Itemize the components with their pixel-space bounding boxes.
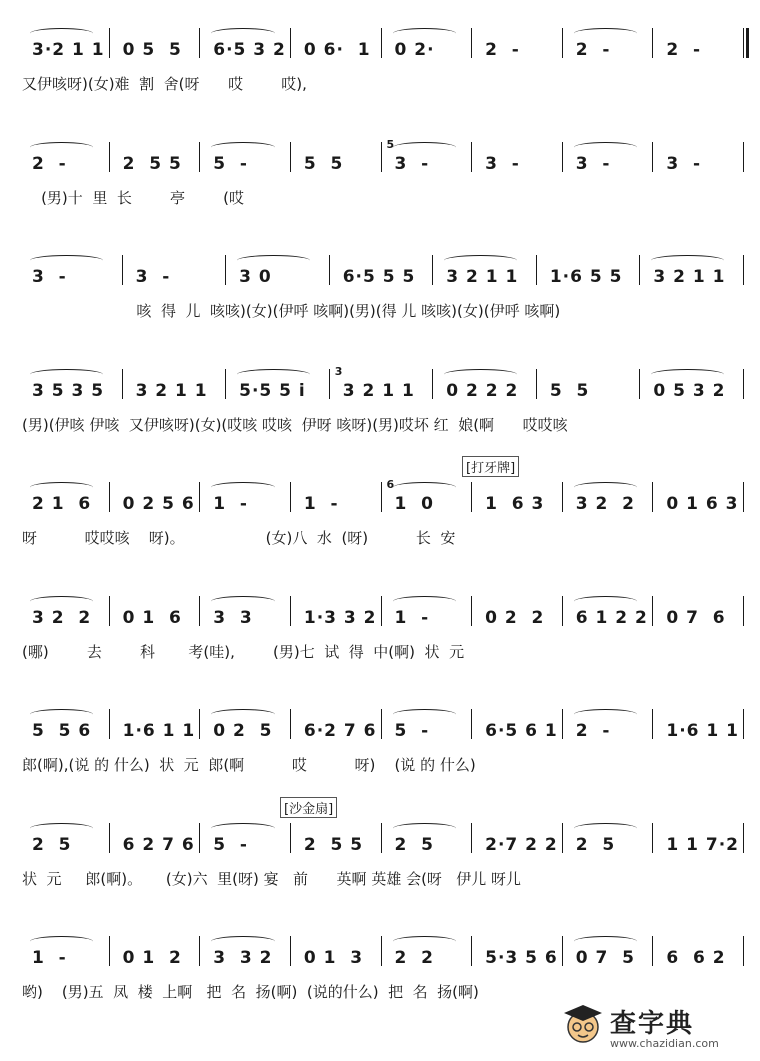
measure: 0 1 6 3 [666, 494, 739, 514]
notes-row [22, 944, 747, 972]
watermark-url: www.chazidian.com [610, 1037, 719, 1050]
notes-row [22, 490, 747, 518]
score-system [0, 930, 760, 1010]
measure: 3 2 2 [575, 494, 635, 514]
measure: 2 - [575, 721, 611, 741]
notes-row [22, 604, 747, 632]
measure: 2 5 5 [122, 153, 182, 174]
measure: 0 7 6 [666, 607, 726, 628]
measure: 3 - [575, 153, 611, 174]
measure: 2 - [666, 40, 702, 60]
score-system [0, 703, 760, 783]
measure: 1·6 5 5 [549, 267, 623, 287]
measure: 1 0 [394, 494, 434, 514]
measure: 2 1 6 [32, 494, 92, 514]
measure: 0 1 2 [122, 948, 182, 968]
lyrics-row: 咳 得 儿 咳咳)(女)(伊呼 咳啊)(男)(得 儿 咳咳)(女)(伊呼 咳啊) [22, 302, 561, 320]
measure: 3 2 1 1 [446, 267, 519, 287]
measure: 3·2 1 1 [32, 40, 105, 60]
notes-row [22, 377, 747, 405]
notes-row [22, 263, 747, 291]
measure: 1 - [394, 607, 430, 628]
measure: 6·5 3 2 [213, 40, 286, 60]
measure: 5·3 5 6 [485, 948, 558, 968]
measure: 2 - [32, 153, 67, 174]
measure: 1·6 1 1 [122, 721, 196, 741]
grace-note: 5 [386, 137, 395, 151]
qupai-marker: [打牙牌] [462, 456, 519, 477]
measure: 0 2 2 [485, 607, 545, 628]
measure: 6·5 6 1 [485, 721, 558, 741]
grace-note: 6 [386, 478, 395, 491]
measure: 1 - [213, 494, 248, 514]
score-system [0, 590, 760, 670]
grace-note: 3 [334, 364, 343, 378]
measure: 0 1 6 [122, 607, 182, 628]
lyrics-row: 哟) (男)五 凤 楼 上啊 把 名 扬(啊) (说的什么) 把 名 扬(啊) [22, 983, 479, 1001]
measure: 5 5 6 [32, 721, 92, 741]
lyrics-row: 又伊咳呀)(女)难 割 舍(呀 哎 哎), [22, 75, 307, 93]
measure: 3 - [485, 153, 520, 174]
measure: 3 2 1 1 [653, 267, 726, 287]
watermark [560, 1001, 750, 1057]
measure: 0 2· [394, 40, 435, 60]
score-system [0, 801, 760, 897]
measure: 6 2 7 6 [122, 834, 195, 855]
notes-row [22, 831, 747, 859]
measure: 3 2 1 1 [135, 380, 208, 401]
measure: 1 6 3 [485, 494, 545, 514]
lyrics-row: 呀 哎哎咳 呀)。 (女)八 水 (呀) 长 安 [22, 529, 456, 547]
lyrics-row: 郎(啊),(说 的 什么) 状 元 郎(啊 哎 呀) (说 的 什么) [22, 756, 476, 774]
qupai-marker: [沙金扇] [280, 797, 337, 818]
measure: 6 1 2 2 [575, 607, 648, 628]
measure: 2·7 2 2 [485, 834, 558, 855]
measure: 3 3 [213, 607, 253, 628]
measure: 0 2 5 [213, 721, 273, 741]
measure: 3 3 2 [213, 948, 273, 968]
measure: 2 - [485, 40, 520, 60]
measure: 5·5 5 i [239, 380, 306, 401]
notes-row [22, 717, 747, 745]
measure: 2 5 [32, 834, 72, 855]
measure: 5 - [213, 834, 248, 855]
measure: 5 5 [303, 153, 344, 174]
score-system [0, 363, 760, 443]
measure: 5 - [394, 721, 430, 741]
measure: 5 - [213, 153, 248, 174]
measure: 2 2 [394, 948, 434, 968]
measure: 2 5 5 [303, 834, 364, 855]
measure: 3 - [666, 153, 702, 174]
measure: 1·6 1 1 [666, 721, 739, 741]
measure: 0 5 3 2 [653, 380, 726, 401]
lyrics-row: 状 元 郎(啊)。 (女)六 里(呀) 宴 前 英啊 英雄 会(呀 伊儿 呀儿 [22, 869, 522, 888]
watermark-brand: 查字典 [610, 1009, 695, 1039]
measure: 3 2 1 1 [342, 380, 415, 401]
score-system [0, 22, 760, 102]
notes-row [22, 150, 747, 178]
measure: 3 - [394, 153, 430, 174]
measure: 2 - [575, 40, 611, 60]
score-system [0, 136, 760, 216]
lyrics-row: (哪) 去 科 考(哇), (男)七 试 得 中(啊) 状 元 [22, 642, 465, 661]
measure: 3 - [32, 267, 67, 287]
measure: 1·3 3 2 [303, 607, 377, 628]
measure: 1 - [32, 948, 67, 968]
score-system [0, 461, 760, 556]
measure: 3 - [135, 267, 171, 287]
measure: 6·2 7 6 [303, 721, 377, 741]
measure: 6·5 5 5 [342, 267, 416, 287]
measure: 0 1 3 [303, 948, 364, 968]
measure: 0 6· 1 [303, 40, 371, 60]
score-system [0, 249, 760, 329]
scholar-logo-icon [560, 1001, 606, 1047]
measure: 2 5 [575, 834, 616, 855]
measure: 2 5 [394, 834, 434, 855]
measure: 3 5 3 5 [32, 380, 105, 401]
measure: 6 6 2 [666, 948, 726, 968]
measure: 1 1 7·2 [666, 834, 739, 855]
measure: 0 2 2 2 [446, 380, 519, 401]
measure: 5 5 [549, 380, 590, 401]
measure: 3 2 2 [32, 607, 92, 628]
lyrics-row: (男)十 里 长 亭 (哎 [22, 188, 244, 207]
lyrics-row: (男)(伊咳 伊咳 又伊咳呀)(女)(哎咳 哎咳 伊呀 咳呀)(男)哎坏 红 娘(啊 哎哎咳 [22, 415, 568, 434]
measure: 3 0 [239, 267, 272, 287]
measure: 0 7 5 [575, 948, 635, 968]
measure: 0 2 5 6 [122, 494, 195, 514]
notes-row [22, 36, 747, 64]
measure: 1 - [303, 494, 339, 514]
measure: 0 5 5 [122, 40, 182, 60]
